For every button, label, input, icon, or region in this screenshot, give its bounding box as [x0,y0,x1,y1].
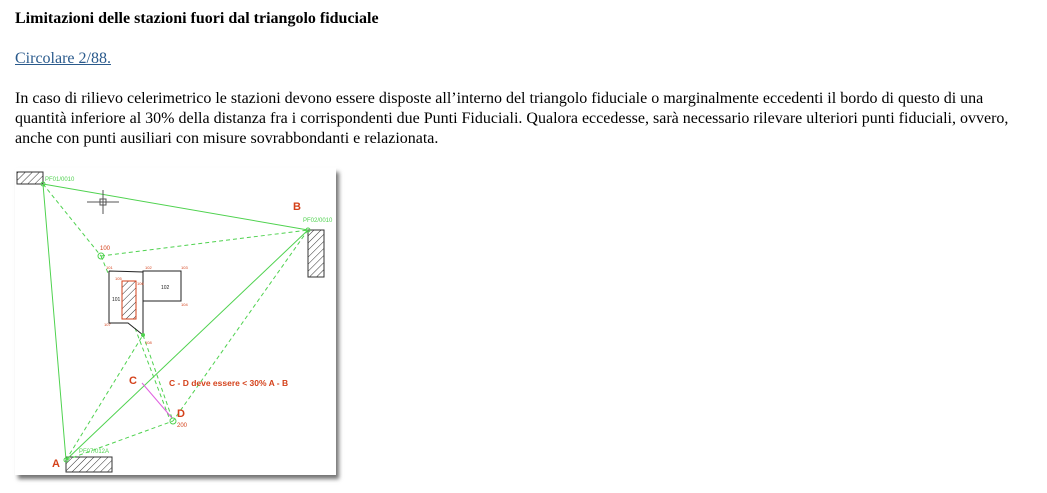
pf-a-label: PF07/012A [79,449,110,455]
point-b-label: B [293,201,301,213]
point-d-label: D [177,408,185,420]
point-c-label: C [129,375,137,387]
vertex-label: 104 [181,302,188,307]
cd-segment [142,383,172,418]
diagram-svg [15,168,336,475]
circolare-link[interactable]: Circolare 2/88. [15,50,111,67]
vertex-label: 105 [115,276,122,281]
room-102-label: 102 [161,285,170,291]
vertex-label: 108 [145,340,152,345]
page-title: Limitazioni delle stazioni fuori dal triangolo fiduciale [15,10,379,27]
building-bottom [66,457,112,472]
vertex-label: 106 [137,281,144,286]
building-right [308,230,324,277]
pf-top-label: PF01/0010 [45,177,75,183]
building-corner-marker [141,333,145,337]
station-200-label: 200 [177,423,188,429]
fiducial-triangle-diagram [15,168,336,475]
vertex-label: 103 [181,265,188,270]
vertex-label: 102 [145,265,152,270]
room-101-label: 101 [112,297,121,303]
pf-b-label: PF02/0010 [303,218,333,224]
point-a-label: A [52,458,60,470]
cd-note: C - D deve essere < 30% A - B [169,378,289,388]
station-100-label: 100 [100,246,111,252]
vertex-label: 107 [104,322,111,327]
building-top-left [17,172,43,184]
crosshair-icon [87,190,119,214]
vertex-label: 101 [106,265,113,270]
body-paragraph: In caso di rilievo celerimetrico le stazioni devono essere disposte all’interno del triangolo fiduciale o marginalmente eccedenti il bordo di questo di una quantità inferiore al 30% della distanza fra i corrispondenti due Punti Fiduciali. Qualora eccedesse, sarà necessario rilevare ulteriori punti fiduciali, ovvero, anche con punti ausiliari con misure sovrabbondanti e relazionata. [15,90,1009,147]
